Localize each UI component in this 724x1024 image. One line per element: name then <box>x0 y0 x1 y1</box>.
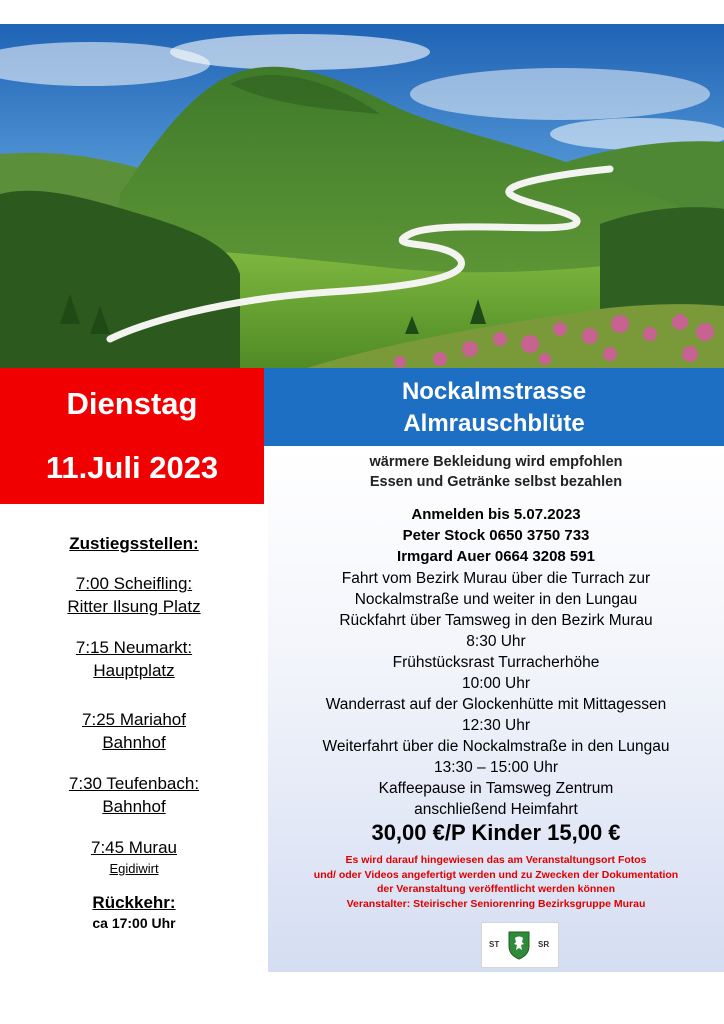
program-line: 13:30 – 15:00 Uhr <box>433 759 559 776</box>
stop-time-place: 7:00 Scheifling: <box>75 574 193 593</box>
contact-irmgard-auer: Irmgard Auer 0664 3208 591 <box>397 548 595 565</box>
program-line: 12:30 Uhr <box>461 717 531 734</box>
logo-sr-text: SR <box>538 940 550 949</box>
stops-title: Zustiegsstellen: <box>69 534 199 553</box>
info-panel <box>268 446 724 972</box>
stop-location: Ritter Ilsung Platz <box>67 597 201 616</box>
disclaimer-line: Es wird darauf hingewiesen das am Veranstaltungsort Fotos <box>345 854 647 866</box>
program-line: anschließend Heimfahrt <box>414 801 578 818</box>
stop-item <box>20 572 248 618</box>
program-line: Weiterfahrt über die Nockalmstraße in den Lungau <box>322 738 670 755</box>
disclaimer-line: und/ oder Videos angefertigt werden und zu Zwecken der Dokumentation <box>313 868 679 881</box>
registration <box>268 504 724 567</box>
program-line: 8:30 Uhr <box>466 633 526 650</box>
stop-item <box>20 772 248 818</box>
program-line: Wanderrast auf der Glockenhütte mit Mittagessen <box>325 696 667 713</box>
title-box <box>264 368 724 446</box>
note-line: wärmere Bekleidung wird empfohlen <box>369 454 623 470</box>
hero-landscape-image <box>0 24 724 370</box>
registration-deadline: Anmelden bis 5.07.2023 <box>411 506 581 523</box>
program-line: Nockalmstraße und weiter in den Lungau <box>354 591 638 608</box>
boarding-stops <box>20 534 248 931</box>
stop-time-place: 7:30 Teufenbach: <box>68 774 200 793</box>
program-line: Rückfahrt über Tamsweg in den Bezirk Murau <box>339 612 653 629</box>
stop-item <box>20 836 248 879</box>
stop-item <box>20 708 248 754</box>
program-line: Kaffeepause in Tamsweg Zentrum <box>378 780 614 797</box>
stop-time-place: 7:45 Murau <box>91 838 177 857</box>
photo-disclaimer <box>268 853 724 911</box>
stop-location: Egidiwirt <box>109 861 159 876</box>
program-line: 10:00 Uhr <box>461 675 531 692</box>
notes <box>268 452 724 492</box>
date-box <box>0 368 264 504</box>
stop-location: Hauptplatz <box>93 661 175 680</box>
stop-location: Bahnhof <box>102 733 166 752</box>
disclaimer-line: der Veranstaltung veröffentlicht werden können <box>376 883 616 895</box>
organizer-line: Veranstalter: Steirischer Seniorenring Bezirksgruppe Murau <box>346 897 646 910</box>
styrian-crest-icon <box>507 930 531 960</box>
title-line-2: Almrauschblüte <box>403 410 585 437</box>
logo-st-text: ST <box>489 940 500 949</box>
title-line-1: Nockalmstrasse <box>401 378 587 405</box>
event-weekday: Dienstag <box>66 386 198 421</box>
return-time: ca 17:00 Uhr <box>92 915 176 931</box>
price: 30,00 €/P Kinder 15,00 € <box>371 820 621 845</box>
seniorenring-logo <box>481 922 559 968</box>
stop-time-place: 7:25 Mariahof <box>82 710 186 729</box>
note-line: Essen und Getränke selbst bezahlen <box>369 474 623 490</box>
program-schedule <box>268 568 724 820</box>
return-title: Rückkehr: <box>92 893 176 912</box>
program-line: Fahrt vom Bezirk Murau über die Turrach zur <box>341 570 651 587</box>
program-line: Frühstücksrast Turracherhöhe <box>392 654 600 671</box>
event-date: 11.Juli 2023 <box>45 450 219 485</box>
stop-time-place: 7:15 Neumarkt: <box>75 638 193 657</box>
stop-location: Bahnhof <box>102 797 166 816</box>
stop-item <box>20 636 248 682</box>
contact-peter-stock: Peter Stock 0650 3750 733 <box>402 527 590 544</box>
